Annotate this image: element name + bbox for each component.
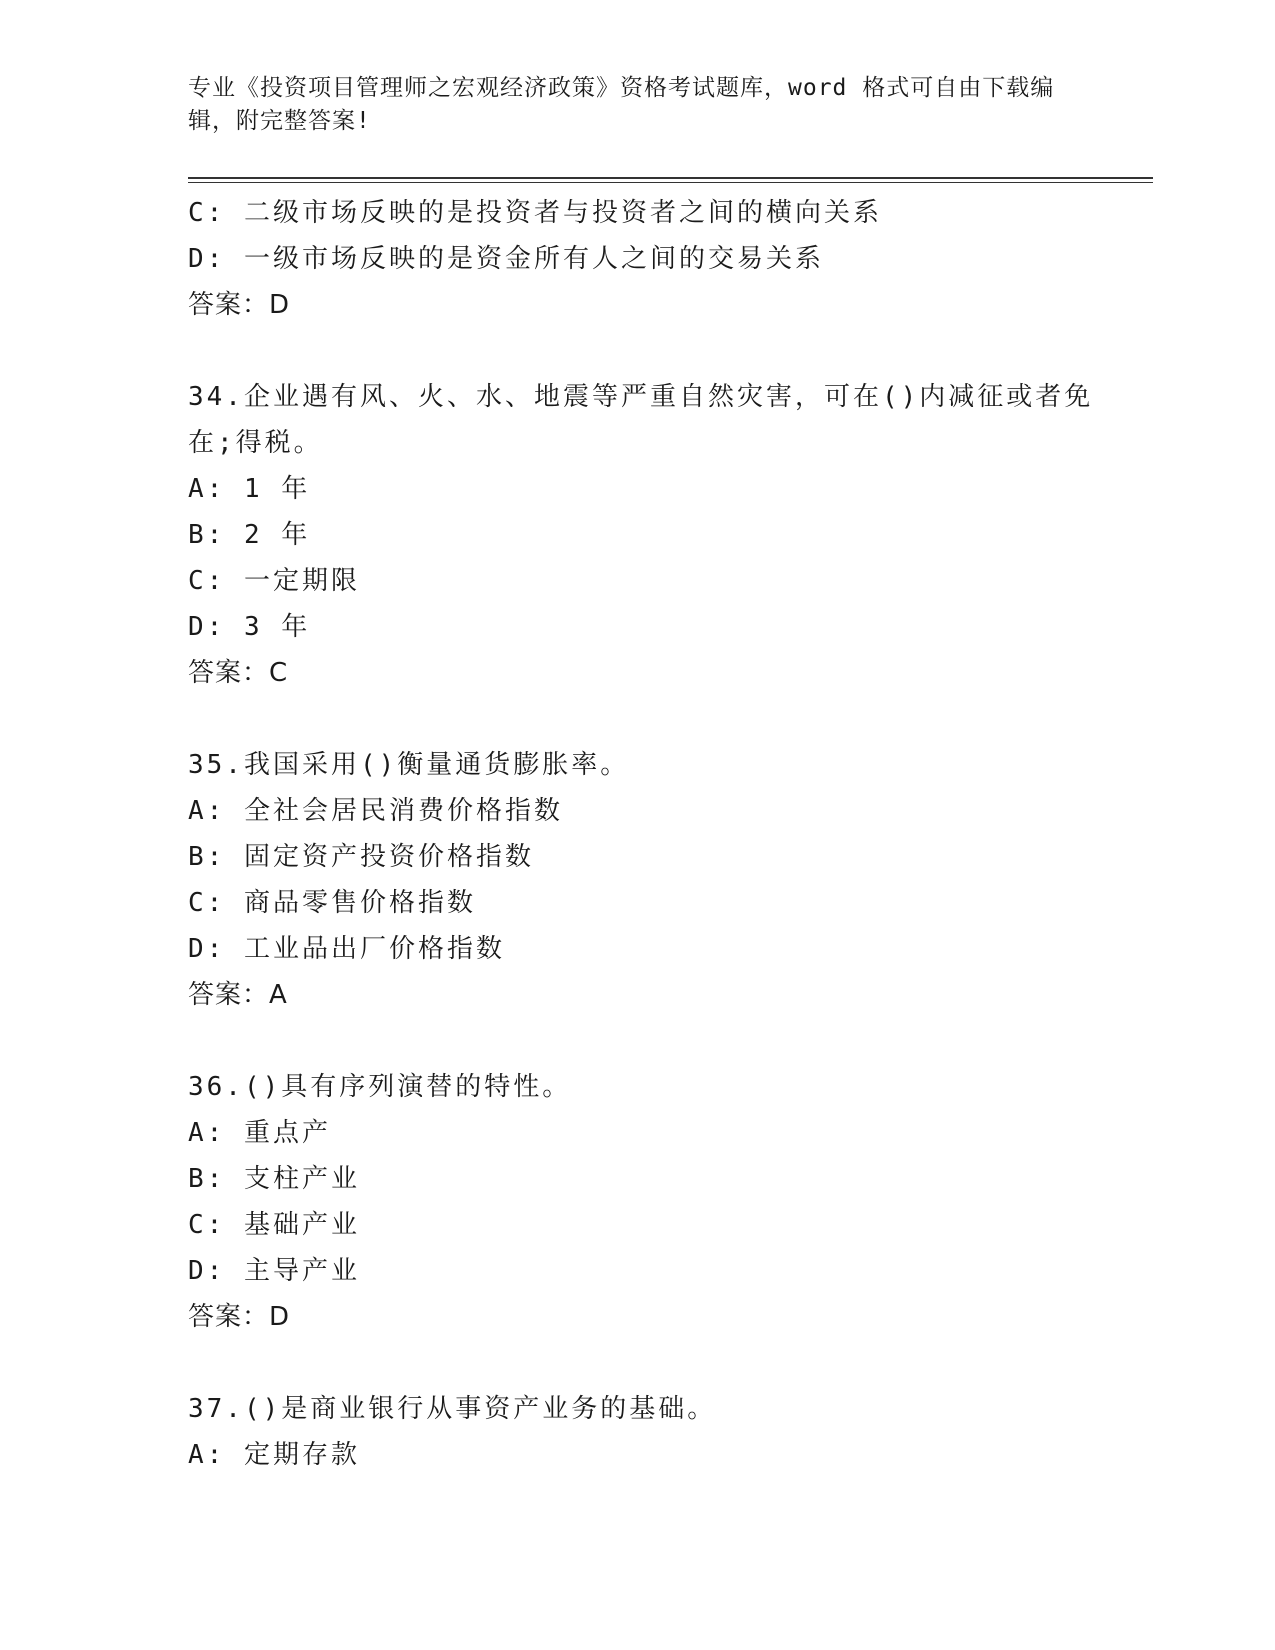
question-text: 36.()具有序列演替的特性。	[188, 1072, 572, 1102]
header-line-2: 辑，附完整答案!	[188, 108, 371, 134]
option-b: B: 支柱产业	[188, 1164, 360, 1194]
question-text-line-2: 在;得税。	[188, 428, 323, 458]
option-a: A: 定期存款	[188, 1440, 360, 1470]
option-a: A: 全社会居民消费价格指数	[188, 796, 563, 826]
option-d: D: 主导产业	[188, 1256, 360, 1286]
question-37	[188, 1386, 1088, 1478]
header-divider-thick	[188, 177, 1153, 179]
answer: 答案：D	[188, 290, 291, 320]
question-33-tail	[188, 190, 1088, 328]
header-divider-thin	[188, 182, 1153, 183]
spacer	[188, 328, 1088, 374]
option-c: C: 一定期限	[188, 566, 360, 596]
option-a: A: 1 年	[188, 474, 311, 504]
option-d: D: 一级市场反映的是资金所有人之间的交易关系	[188, 244, 824, 274]
option-b: B: 固定资产投资价格指数	[188, 842, 534, 872]
question-text: 35.我国采用()衡量通货膨胀率。	[188, 750, 630, 780]
option-c: C: 商品零售价格指数	[188, 888, 476, 918]
question-text-line-1: 34.企业遇有风、火、水、地震等严重自然灾害，可在()内减征或者免	[188, 382, 1094, 412]
answer: 答案：A	[188, 980, 288, 1010]
option-d: D: 3 年	[188, 612, 311, 642]
question-36	[188, 1064, 1088, 1340]
option-c: C: 基础产业	[188, 1210, 360, 1240]
question-text: 37.()是商业银行从事资产业务的基础。	[188, 1394, 717, 1424]
document-header	[188, 72, 1088, 138]
question-35	[188, 742, 1088, 1018]
answer: 答案：C	[188, 658, 289, 688]
spacer	[188, 1340, 1088, 1386]
header-line-1: 专业《投资项目管理师之宏观经济政策》资格考试题库，word 格式可自由下载编	[188, 75, 1055, 101]
spacer	[188, 696, 1088, 742]
question-list	[188, 190, 1094, 1478]
option-c: C: 二级市场反映的是投资者与投资者之间的横向关系	[188, 198, 882, 228]
option-a: A: 重点产	[188, 1118, 331, 1148]
spacer	[188, 1018, 1088, 1064]
option-d: D: 工业品出厂价格指数	[188, 934, 505, 964]
option-b: B: 2 年	[188, 520, 311, 550]
answer: 答案：D	[188, 1302, 291, 1332]
question-34	[188, 374, 1094, 696]
